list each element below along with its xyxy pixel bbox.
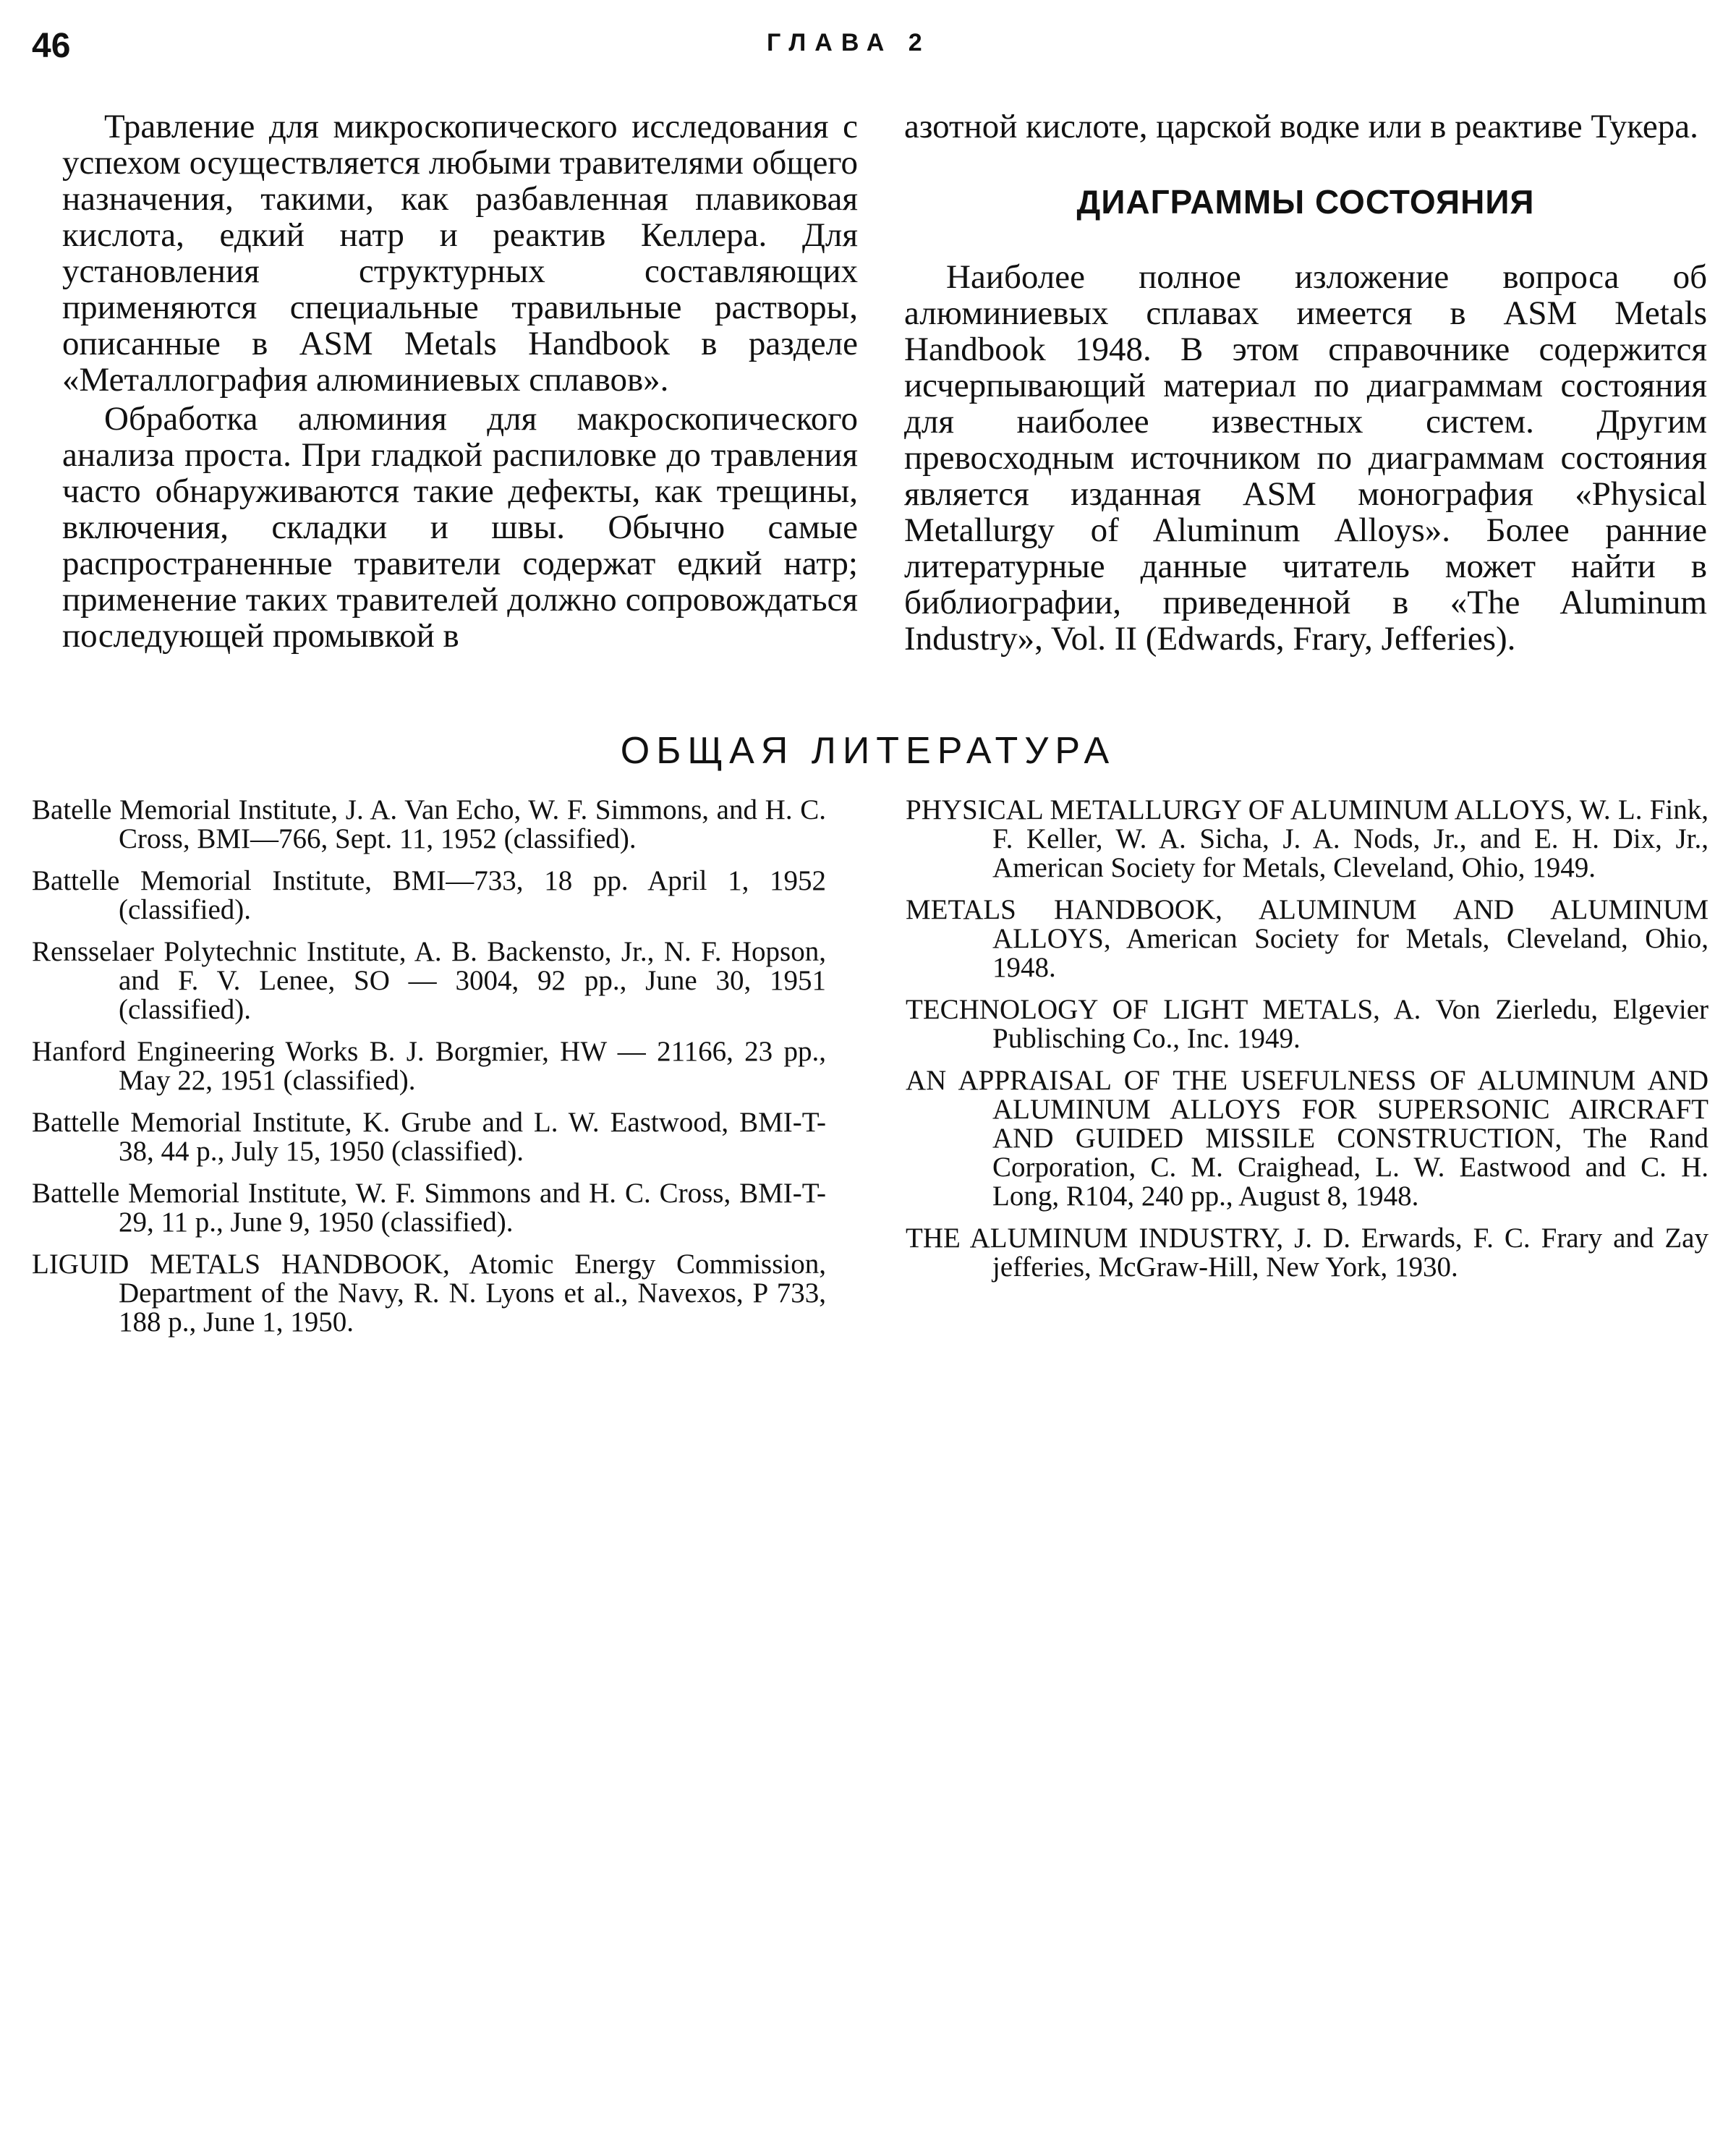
- reference-list-left: [32, 796, 826, 1350]
- literature-heading: ОБЩАЯ ЛИТЕРАТУРА: [620, 730, 1116, 772]
- reference-item: Battelle Memorial Institute, K. Grube and L. W. Eastwood, BMI-T-38, 44 p., July 15, 1950 (classified).: [32, 1107, 826, 1167]
- page-number: 46: [32, 27, 71, 65]
- reference-item: Rensselaer Polytechnic Institute, A. B. Backensto, Jr., N. F. Hopson, and F. V. Lenee, SO — 3004, 92 pp., June 30, 1951 (classified).: [32, 936, 826, 1025]
- reference-item: AN APPRAISAL OF THE USEFULNESS OF ALUMINUM AND ALUMINUM ALLOYS FOR SUPERSONIC AIRCRAFT AND GUIDED MISSILE CONSTRUCTION, The Rand Corporation, C. M. Craighead, L. W. Eastwood and C. H. Long, R104, 240 pp., August 8, 1948.: [906, 1065, 1709, 1212]
- reference-item: Hanford Engineering Works B. J. Borgmier, HW — 21166, 23 pp., May 22, 1951 (classified).: [32, 1036, 826, 1096]
- paragraph-etching-microscopic: Травление для микроскопического исследования с успехом осуществляется любыми травителями общего назначения, такими, как разбавленная плавиковая кислота, едкий натр и реактив Келлера. Для установления структурных составляющих применяются специальные травильные растворы, описанные в ASM Metals Handbook в разделе «Металлография алюминиевых сплавов».: [62, 108, 858, 399]
- reference-item: Batelle Memorial Institute, J. A. Van Echo, W. F. Simmons, and H. C. Cross, BMI—766, Sept. 11, 1952 (classified).: [32, 794, 826, 854]
- right-text-column: [904, 109, 1707, 660]
- paragraph-macroscopic-analysis: Обработка алюминия для макроскопического анализа проста. При гладкой распиловке до травления часто обнаруживаются такие дефекты, как трещины, включения, складки и швы. Обычно самые распространенные травители содержат едкий натр; применение таких травителей должно сопровождаться последующей промывкой в: [62, 400, 858, 655]
- chapter-running-head: ГЛАВА 2: [767, 29, 931, 56]
- reference-item: Battelle Memorial Institute, BMI—733, 18 pp. April 1, 1952 (classified).: [32, 865, 826, 925]
- paragraph-phase-diagrams: Наиболее полное изложение вопроса об алюминиевых сплавах имеется в ASM Metals Handbook 1948. В этом справочнике содержится исчерпывающий материал по диаграммам состояния для наиболее известных систем. Другим превосходным источником по диаграммам состояния является изданная ASM монография «Physical Metallurgy of Aluminum Alloys». Более ранние литературные данные читатель может найти в библиографии, приведенной в «The Aluminum Industry», Vol. II (Edwards, Frary, Jefferies).: [904, 258, 1707, 658]
- reference-item: Battelle Memorial Institute, W. F. Simmons and H. C. Cross, BMI-T-29, 11 p., June 9, 1950 (classified).: [32, 1178, 826, 1238]
- paragraph-continuation: азотной кислоте, царской водке или в реактиве Тукера.: [904, 108, 1698, 145]
- section-title-phase-diagrams: ДИАГРАММЫ СОСТОЯНИЯ: [1076, 183, 1535, 221]
- reference-list-right: [906, 796, 1709, 1295]
- reference-item: METALS HANDBOOK, ALUMINUM AND ALUMINUM ALLOYS, American Society for Metals, Cleveland, Ohio, 1948.: [906, 894, 1709, 983]
- reference-item: THE ALUMINUM INDUSTRY, J. D. Erwards, F. C. Frary and Zay jefferies, McGraw-Hill, New York, 1930.: [906, 1223, 1709, 1283]
- reference-item: PHYSICAL METALLURGY OF ALUMINUM ALLOYS, W. L. Fink, F. Keller, W. A. Sicha, J. A. Nods, Jr., and E. H. Dix, Jr., American Society for Metals, Cleveland, Ohio, 1949.: [906, 794, 1709, 883]
- left-text-column: [62, 109, 858, 657]
- reference-item: TECHNOLOGY OF LIGHT METALS, A. Von Zierledu, Elgevier Publisching Co., Inc. 1949.: [906, 994, 1709, 1054]
- reference-item: LIGUID METALS HANDBOOK, Atomic Energy Commission, Department of the Navy, R. N. Lyons et al., Navexos, P 733, 188 p., June 1, 1950.: [32, 1249, 826, 1338]
